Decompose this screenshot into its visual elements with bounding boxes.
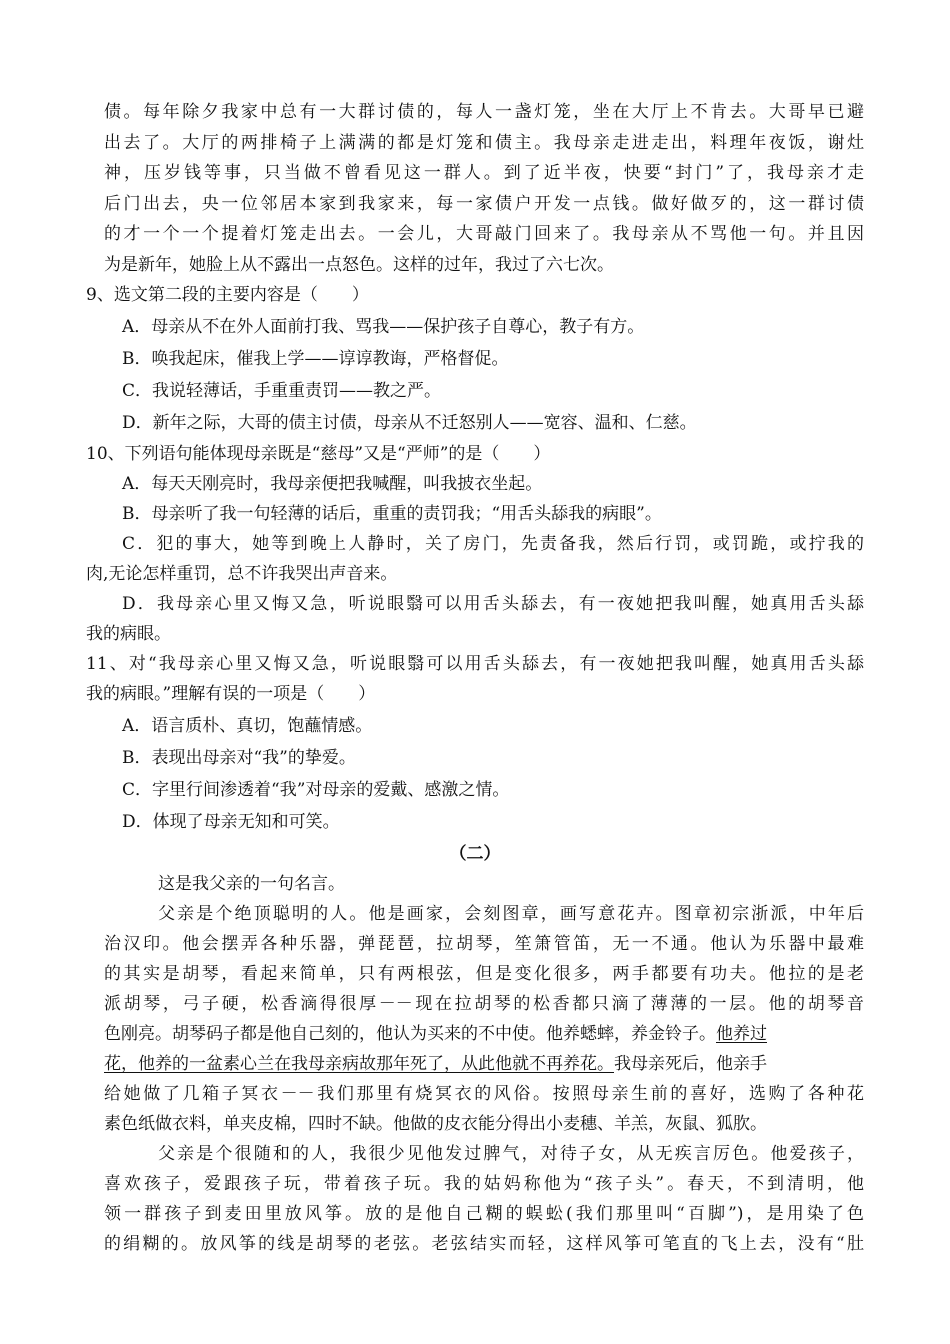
question-9-option-c: C．我说轻薄话，手重重责罚——教之严。 (122, 381, 442, 401)
question-10-option-c-cont: 肉,无论怎样重罚，总不许我哭出声音来。 (86, 564, 398, 584)
paragraph-text: 色刚亮。胡琴码子都是他自己刻的，他认为买来的不中使。他养蟋蟀，养金铃子。 (104, 1024, 716, 1044)
paragraph-line (104, 1023, 767, 1047)
paragraph-line: 的绢糊的。放风筝的线是胡琴的老弦。老弦结实而轻，这样风筝可笔直的飞上去，没有“肚 (104, 1234, 864, 1254)
question-11-stem-cont: 我的病眼。”理解有误的一项是（ ） (86, 684, 376, 704)
paragraph-line: 素色纸做衣料，单夹皮棉，四时不缺。他做的皮衣能分得出小麦穗、羊羔，灰鼠、狐肷。 (104, 1114, 767, 1134)
paragraph-line: 父亲是个很随和的人，我很少见他发过脾气，对待子女，从无疾言厉色。他爱孩子， (158, 1144, 864, 1164)
question-10-option-c: C．犯的事大，她等到晚上人静时，关了房门，先责备我，然后行罚，或罚跪，或拧我的 (122, 534, 864, 554)
question-10-option-d: D．我母亲心里又悔又急，听说眼翳可以用舌头舔去，有一夜她把我叫醒，她真用舌头舔 (122, 594, 864, 614)
question-11-stem: 11、对“我母亲心里又悔又急，听说眼翳可以用舌头舔去，有一夜她把我叫醒，她真用舌头舔 (86, 654, 864, 674)
paragraph-line: 的其实是胡琴，看起来简单，只有两根弦，但是变化很多，两手都要有功夫。他拉的是老 (104, 964, 864, 984)
paragraph-line: 派胡琴，弓子硬，松香滴得很厚－－现在拉胡琴的松香都只滴了薄薄的一层。他的胡琴音 (104, 994, 864, 1014)
passage-line: 神，压岁钱等事，只当做不曾看见这一群人。到了近半夜，快要“封门”了，我母亲才走 (104, 163, 864, 183)
question-9-stem: 9、选文第二段的主要内容是（ ） (86, 285, 369, 305)
passage-line: 的才一个一个提着灯笼走出去。一会儿，大哥敲门回来了。我母亲从不骂他一句。并且因 (104, 224, 864, 244)
paragraph-line: 父亲是个绝顶聪明的人。他是画家，会刻图章，画写意花卉。图章初宗浙派，中年后 (158, 904, 864, 924)
question-10-option-d-cont: 我的病眼。 (86, 624, 171, 644)
passage-line: 后门出去，央一位邻居本家到我家来，每一家债户开发一点钱。做好做歹的，这一群讨债 (104, 194, 864, 214)
underlined-sentence: 花，他养的一盆素心兰在我母亲病故那年死了，从此他就不再养花。 (104, 1054, 614, 1074)
passage-line: 为是新年，她脸上从不露出一点怒色。这样的过年，我过了六七次。 (104, 255, 614, 275)
question-11-option-d: D．体现了母亲无知和可笑。 (122, 812, 340, 832)
question-9-option-d: D．新年之际，大哥的债主讨债，母亲从不迁怒别人——宽容、温和、仁慈。 (122, 413, 697, 433)
passage-line: 出去了。大厅的两排椅子上满满的都是灯笼和债主。我母亲走进走出，料理年夜饭，谢灶 (104, 133, 864, 153)
question-11-option-c: C．字里行间渗透着“我”对母亲的爱戴、感激之情。 (122, 780, 510, 800)
section-heading: （二） (449, 844, 501, 864)
question-11-option-b: B．表现出母亲对“我”的挚爱。 (122, 748, 356, 768)
paragraph-line: 治汉印。他会摆弄各种乐器，弹琵琶，拉胡琴，笙箫管笛，无一不通。他认为乐器中最难 (104, 934, 864, 954)
paragraph-text: 我母亲死后，他亲手 (614, 1054, 767, 1074)
question-9-option-b: B．唤我起床，催我上学——谆谆教诲，严格督促。 (122, 349, 509, 369)
paragraph-line: 这是我父亲的一句名言。 (158, 874, 345, 894)
paragraph-line (104, 1053, 767, 1077)
paragraph-line: 给她做了几箱子冥衣－－我们那里有烧冥衣的风俗。按照母亲生前的喜好，选购了各种花 (104, 1084, 864, 1104)
question-9-option-a: A．母亲从不在外人面前打我、骂我——保护孩子自尊心，教子有方。 (122, 317, 645, 337)
question-10-option-a: A．每天天刚亮时，我母亲便把我喊醒，叫我披衣坐起。 (122, 474, 543, 494)
paragraph-line: 领一群孩子到麦田里放风筝。放的是他自己糊的蜈蚣(我们那里叫“百脚”)，是用染了色 (104, 1204, 864, 1224)
question-11-option-a: A．语言质朴、真切，饱蘸情感。 (122, 716, 373, 736)
passage-line: 债。每年除夕我家中总有一大群讨债的，每人一盏灯笼，坐在大厅上不肯去。大哥早已避 (104, 102, 864, 122)
paragraph-line: 喜欢孩子，爱跟孩子玩，带着孩子玩。我的姑妈称他为“孩子头”。春天，不到清明，他 (104, 1174, 864, 1194)
underlined-sentence: 他养过 (716, 1024, 767, 1044)
question-10-stem: 10、下列语句能体现母亲既是“慈母”又是“严师”的是（ ） (86, 444, 551, 464)
question-10-option-b: B．母亲听了我一句轻薄的话后，重重的责罚我；“用舌头舔我的病眼”。 (122, 504, 662, 524)
